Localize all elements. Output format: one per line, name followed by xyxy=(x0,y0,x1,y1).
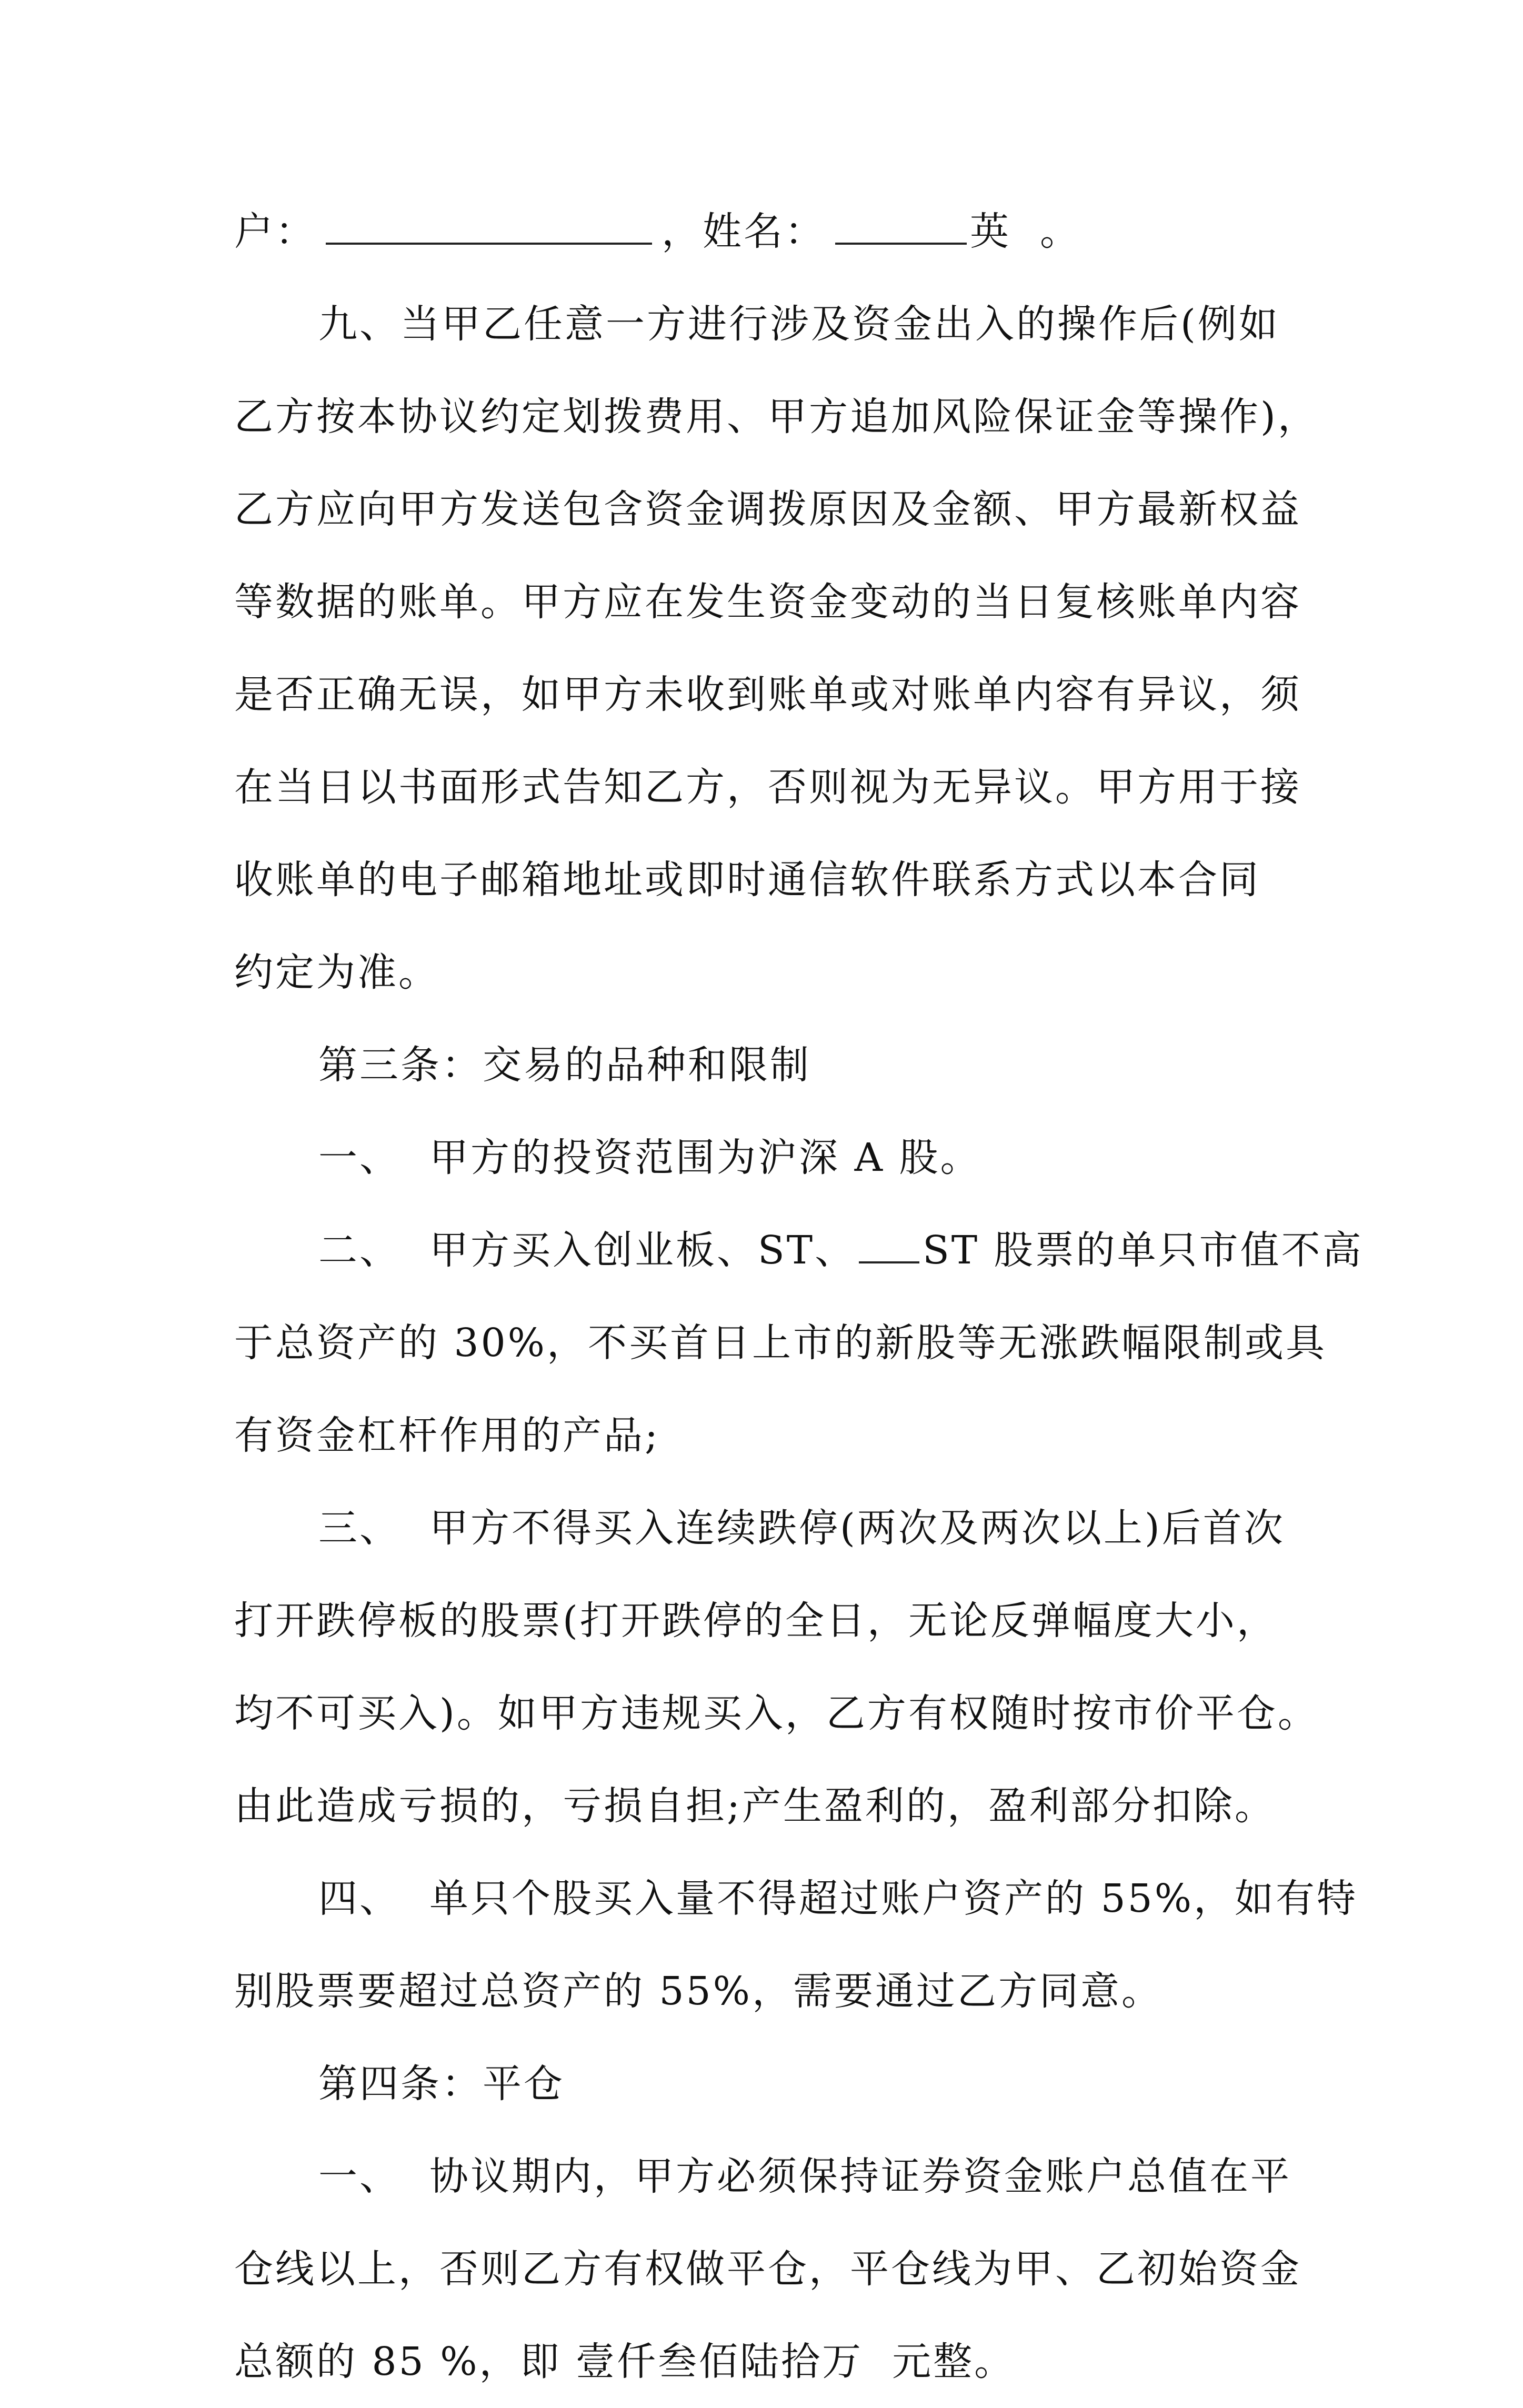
text-line: 是否正确无误，如甲方未收到账单或对账单内容有异议，须 xyxy=(234,672,1301,717)
st-blank xyxy=(859,1228,919,1263)
st-line-before: 二、 甲方买入创业板、ST、 xyxy=(318,1228,856,1273)
text-line: 乙方应向甲方发送包含资金调拨原因及金额、甲方最新权益 xyxy=(234,487,1301,532)
name-blank xyxy=(835,209,967,245)
st-line xyxy=(234,1204,1364,1297)
account-line xyxy=(234,185,1308,278)
text-line: 三、 甲方不得买入连续跌停(两次及两次以上)后首次 xyxy=(318,1506,1285,1551)
text-line: 约定为准。 xyxy=(234,950,439,995)
st-line-after: ST 股票的单只市值不高 xyxy=(923,1228,1364,1273)
account-line-end: 。 xyxy=(1040,209,1081,254)
text-line: 四、 单只个股买入量不得超过账户资产的 55%，如有特 xyxy=(318,1876,1358,1921)
text-line: 有资金杠杆作用的产品; xyxy=(234,1413,660,1458)
name-label: ，姓名： xyxy=(662,209,826,254)
text-line: 一、 协议期内，甲方必须保持证券资金账户总值在平 xyxy=(318,2154,1292,2199)
text-line: 打开跌停板的股票(打开跌停的全日，无论反弹幅度大小， xyxy=(234,1598,1278,1643)
text-line: 乙方按本协议约定划拨费用、甲方追加风险保证金等操作)， xyxy=(234,394,1319,439)
document-body xyxy=(234,185,1364,2408)
text-line: 一、 甲方的投资范围为沪深 A 股。 xyxy=(318,1135,981,1180)
section-heading: 第三条：交易的品种和限制 xyxy=(318,1042,811,1088)
account-label: 户： xyxy=(234,209,316,254)
text-line: 由此造成亏损的，亏损自担;产生盈利的，盈利部分扣除。 xyxy=(234,1783,1276,1829)
text-line: 总额的 85 %，即 壹仟叁佰陆拾万 元整。 xyxy=(234,2339,1016,2384)
section-heading: 第四条：平仓 xyxy=(318,2061,565,2106)
account-blank xyxy=(326,209,652,245)
text-line: 仓线以上，否则乙方有权做平仓，平仓线为甲、乙初始资金 xyxy=(234,2246,1301,2292)
text-line: 九、当甲乙任意一方进行涉及资金出入的操作后(例如 xyxy=(318,302,1280,347)
text-line: 于总资产的 30%，不买首日上市的新股等无涨跌幅限制或具 xyxy=(234,1320,1327,1366)
text-line: 收账单的电子邮箱地址或即时通信软件联系方式以本合同 xyxy=(234,857,1260,902)
text-line: 等数据的账单。甲方应在发生资金变动的当日复核账单内容 xyxy=(234,579,1301,625)
text-line: 均不可买入)。如甲方违规买入，乙方有权随时按市价平仓。 xyxy=(234,1691,1319,1736)
text-line: 别股票要超过总资产的 55%，需要通过乙方同意。 xyxy=(234,1969,1163,2014)
name-value: 英 xyxy=(970,209,1011,254)
text-line: 在当日以书面形式告知乙方，否则视为无异议。甲方用于接 xyxy=(234,765,1301,810)
